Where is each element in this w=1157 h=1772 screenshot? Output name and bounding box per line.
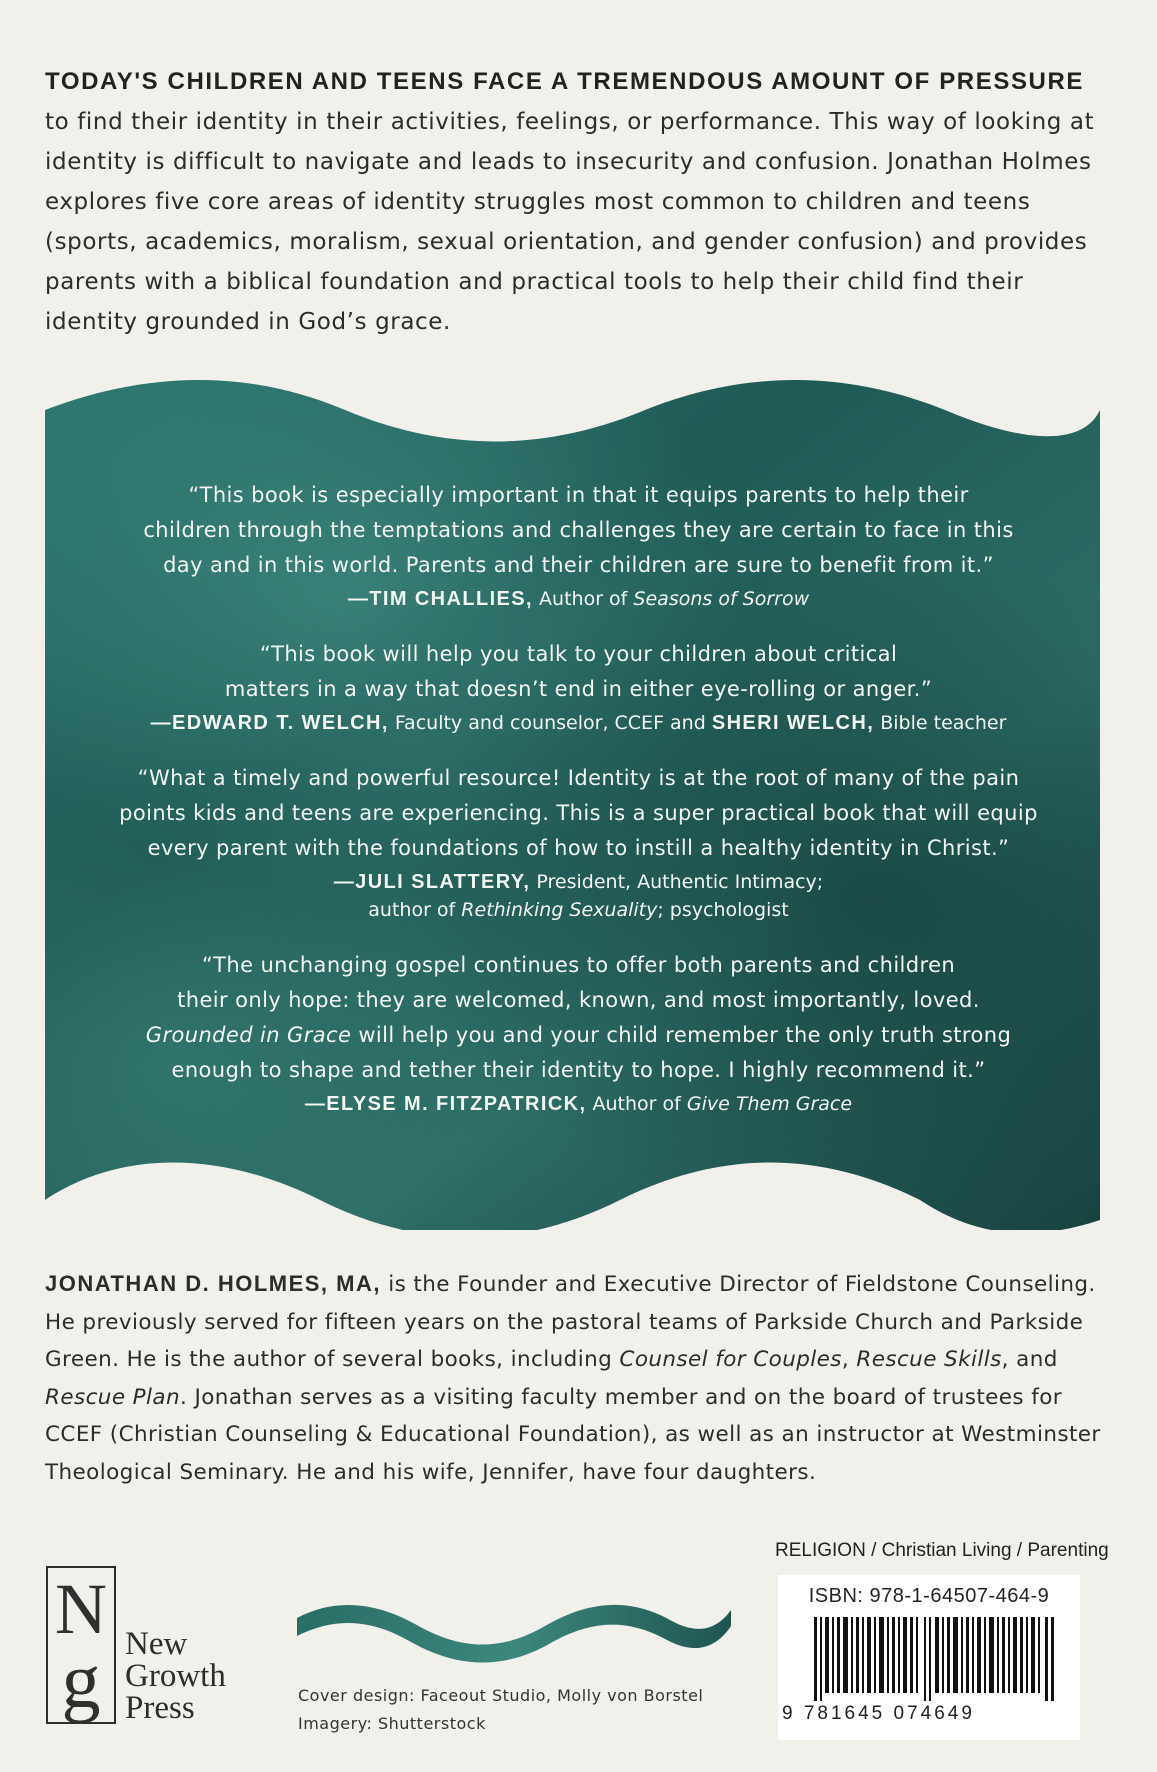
publisher-name-line: Press (125, 1690, 195, 1726)
quote-line-rest: will help you and your child remember the only truth strong (351, 1023, 1012, 1047)
quote-attribution (70, 868, 1087, 924)
quote-attribution (70, 709, 1087, 737)
quote-text (70, 478, 1087, 583)
endorser-name: —EDWARD T. WELCH, (150, 712, 389, 734)
endorser-role-suffix: ; psychologist (657, 899, 789, 921)
endorser-name-2: SHERI WELCH, (711, 712, 875, 734)
intro-paragraph (45, 62, 1110, 342)
quote-line: points kids and teens are experiencing. This is a super practical book that will equip (119, 801, 1038, 825)
quote-line: enough to shape and tether their identity to hope. I highly recommend it.” (171, 1058, 986, 1082)
quoted-book-title: Grounded in Grace (145, 1023, 352, 1047)
quote-line: day and in this world. Parents and their children are sure to benefit from it.” (163, 553, 994, 577)
bio-text: . Jonathan serves as a visiting faculty member and on the board of trustees for CCEF (Christian Counseling & Educational Foundation), as well as an instructor at Westminster Theological Seminary. He and his wife, Jennifer, have four daughters. (45, 1384, 1101, 1485)
publisher-name-line: New (125, 1626, 188, 1662)
cover-design-credit: Cover design: Faceout Studio, Molly von Borstel (298, 1686, 704, 1705)
endorser-book: Give Them Grace (686, 1093, 853, 1115)
endorser-role-line2: author of (368, 899, 456, 921)
svg-text:N: N (55, 1569, 107, 1649)
quote-attribution (70, 585, 1087, 613)
publisher-name-line: Growth (125, 1658, 226, 1694)
barcode-digits: 9 781645 074649 (782, 1703, 975, 1724)
barcode (814, 1617, 1054, 1701)
endorser-name: —ELYSE M. FITZPATRICK, (304, 1093, 587, 1115)
endorsement-fitzpatrick (70, 948, 1087, 1118)
isbn-barcode-block (778, 1575, 1080, 1740)
endorsement-slattery (70, 761, 1087, 924)
endorser-name: —JULI SLATTERY, (333, 871, 531, 893)
bio-book-title: Rescue Plan (45, 1384, 181, 1410)
endorser-role: Faculty and counselor, CCEF and (394, 712, 706, 734)
quote-text (70, 948, 1087, 1088)
bio-book-title: Counsel for Couples (619, 1347, 842, 1372)
endorser-book: Seasons of Sorrow (633, 588, 810, 610)
endorsements (70, 478, 1087, 1142)
quote-line: every parent with the foundations of how to instill a healthy identity in Christ.” (147, 836, 1010, 860)
author-bio (45, 1265, 1110, 1491)
endorser-role: Author of (592, 1093, 681, 1115)
quote-line: their only hope: they are welcomed, known, and most importantly, loved. (177, 988, 980, 1012)
endorser-book: Rethinking Sexuality (461, 899, 658, 921)
quote-line (70, 1018, 1087, 1053)
endorser-name: —TIM CHALLIES, (347, 588, 533, 610)
bisac-category: RELIGION / Christian Living / Parenting (775, 1540, 1109, 1561)
wave-swash-ornament (295, 1580, 735, 1665)
quote-line: “What a timely and powerful resource! Identity is at the root of many of the pain (137, 766, 1020, 790)
intro-lead: TODAY'S CHILDREN AND TEENS FACE A TREMENDOUS AMOUNT OF PRESSURE (45, 68, 1085, 95)
imagery-credit: Imagery: Shutterstock (298, 1714, 486, 1733)
isbn-label: ISBN: 978-1-64507-464-9 (808, 1585, 1050, 1607)
endorsement-challies (70, 478, 1087, 613)
quote-text (70, 637, 1087, 707)
quote-line: “This book will help you talk to your children about critical (259, 642, 898, 666)
bio-separator: , (841, 1347, 857, 1372)
svg-text:g: g (61, 1637, 101, 1724)
endorser-role: President, Authentic Intimacy; (536, 871, 824, 893)
quote-line: “This book is especially important in that it equips parents to help their (188, 483, 969, 507)
endorser-role-2: Bible teacher (880, 712, 1007, 734)
intro-text: to find their identity in their activities, feelings, or performance. This way of looking at identity is difficult to navigate and leads to insecurity and confusion. Jonathan Holmes explores five core areas of identity struggles most common to children and teens (sports, academics, moralism, sexual orientation, and gender confusion) and provides parents with a biblical foundation and practical tools to help their child find their identity grounded in God’s grace. (45, 109, 1095, 335)
endorsement-welch (70, 637, 1087, 737)
quote-line: children through the temptations and challenges they are certain to face in this (143, 518, 1014, 542)
bio-book-title: Rescue Skills (856, 1347, 1002, 1372)
quote-line: matters in a way that doesn’t end in either eye-rolling or anger.” (224, 677, 933, 701)
author-name: JONATHAN D. HOLMES, MA, (45, 1271, 381, 1296)
bio-text: is the Founder and Executive Director of Fieldstone Counseling. He previously served for fifteen years on the pastoral teams of Parkside Church and Parkside Green. He is the author of several books, including (45, 1272, 1096, 1372)
quote-line: “The unchanging gospel continues to offer both parents and children (201, 953, 956, 977)
bio-separator: , and (1001, 1347, 1058, 1372)
publisher-name (125, 1628, 226, 1724)
quote-text (70, 761, 1087, 866)
cover-credits (298, 1682, 703, 1738)
endorser-role: Author of (539, 588, 628, 610)
quote-attribution (70, 1090, 1087, 1118)
